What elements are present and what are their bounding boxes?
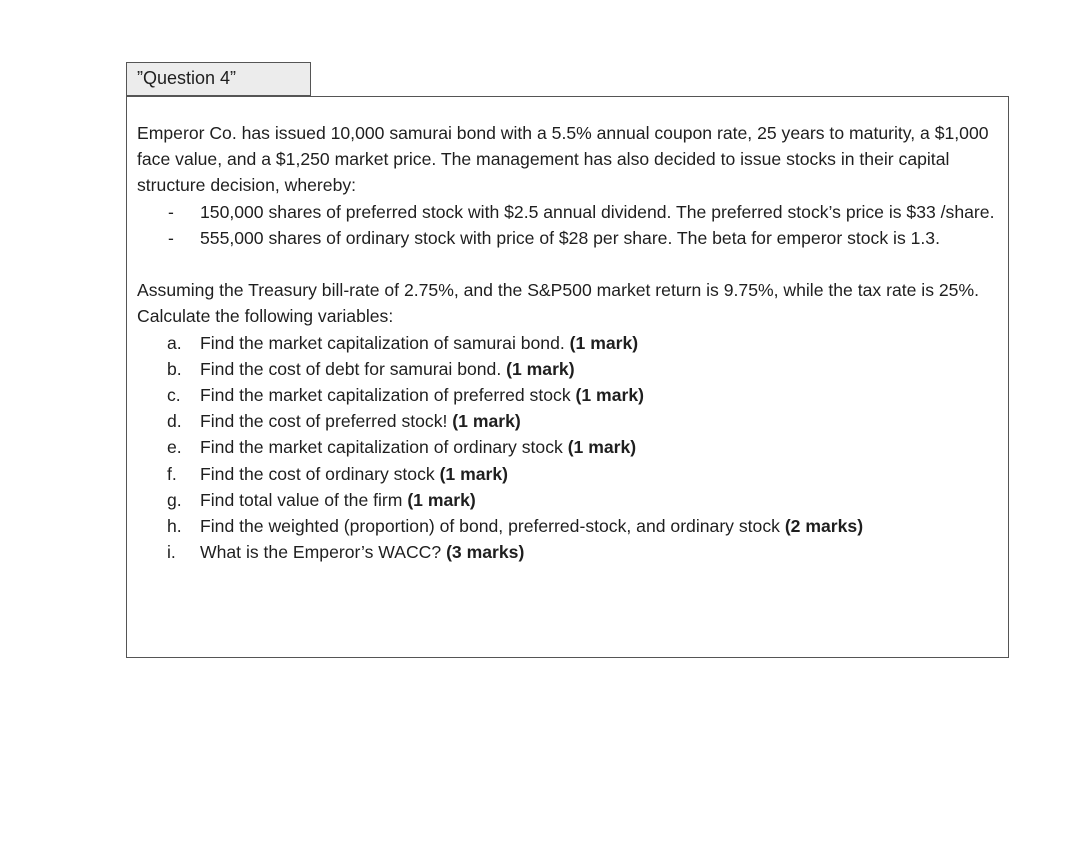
dash-marker: -: [168, 201, 174, 222]
list-item: [137, 225, 997, 251]
task-text: Find the cost of ordinary stock: [200, 463, 440, 484]
intro-paragraph: Emperor Co. has issued 10,000 samurai bond with a 5.5% annual coupon rate, 25 years to maturity, a $1,000 face value, and a $1,250 market price. The management has also decided to issue stocks in their capital structure decision, whereby:: [137, 123, 989, 196]
task-list: [137, 330, 997, 566]
task-item: [137, 356, 997, 382]
share-issue-list: [137, 199, 997, 251]
task-item: [137, 539, 997, 565]
task-item: [137, 461, 997, 487]
task-marks: (1 mark): [575, 385, 644, 406]
list-item: [137, 199, 997, 225]
spacer: [137, 251, 997, 277]
task-item: [137, 487, 997, 513]
task-text: Find the cost of preferred stock!: [200, 411, 453, 432]
task-item: [137, 434, 997, 460]
list-item-text: 555,000 shares of ordinary stock with price of $28 per share. The beta for emperor stock is 1.3.: [200, 227, 940, 248]
list-item-text: 150,000 shares of preferred stock with $2.5 annual dividend. The preferred stock’s price is $33 /share.: [200, 201, 995, 222]
task-text: Find the market capitalization of preferred stock: [200, 385, 576, 406]
task-letter: c.: [167, 385, 181, 406]
task-item: [137, 382, 997, 408]
task-text: Find total value of the firm: [200, 489, 408, 510]
task-item: [137, 330, 997, 356]
task-marks: (1 mark): [567, 437, 637, 458]
task-marks: (1 mark): [407, 489, 476, 510]
task-text: Find the cost of debt for samurai bond.: [200, 358, 507, 379]
task-item: [137, 513, 997, 539]
task-text: Find the weighted (proportion) of bond, preferred-stock, and ordinary stock: [200, 516, 785, 537]
task-letter: g.: [167, 489, 182, 510]
task-letter: b.: [167, 358, 182, 379]
task-letter: d.: [167, 411, 182, 432]
question-content: [137, 120, 997, 565]
task-marks: (2 marks): [784, 516, 864, 537]
task-marks: (1 mark): [569, 332, 639, 353]
task-letter: i.: [167, 542, 176, 563]
question-title: ”Question 4”: [137, 68, 237, 88]
task-text: Find the market capitalization of ordinary stock: [200, 437, 568, 458]
task-marks: (1 mark): [452, 411, 521, 432]
task-item: [137, 408, 997, 434]
task-marks: (1 mark): [439, 463, 509, 484]
task-text: Find the market capitalization of samurai bond.: [200, 332, 570, 353]
dash-marker: -: [168, 227, 174, 248]
task-letter: e.: [167, 437, 182, 458]
task-letter: a.: [167, 332, 182, 353]
task-marks: (3 marks): [446, 542, 525, 563]
task-letter: f.: [167, 463, 177, 484]
task-letter: h.: [167, 516, 182, 537]
question-tab: [126, 62, 311, 96]
assumption-paragraph: Assuming the Treasury bill-rate of 2.75%, and the S&P500 market return is 9.75%, while the tax rate is 25%. Calculate the following variables:: [137, 280, 979, 327]
task-text: What is the Emperor’s WACC?: [200, 542, 447, 563]
task-marks: (1 mark): [506, 358, 575, 379]
